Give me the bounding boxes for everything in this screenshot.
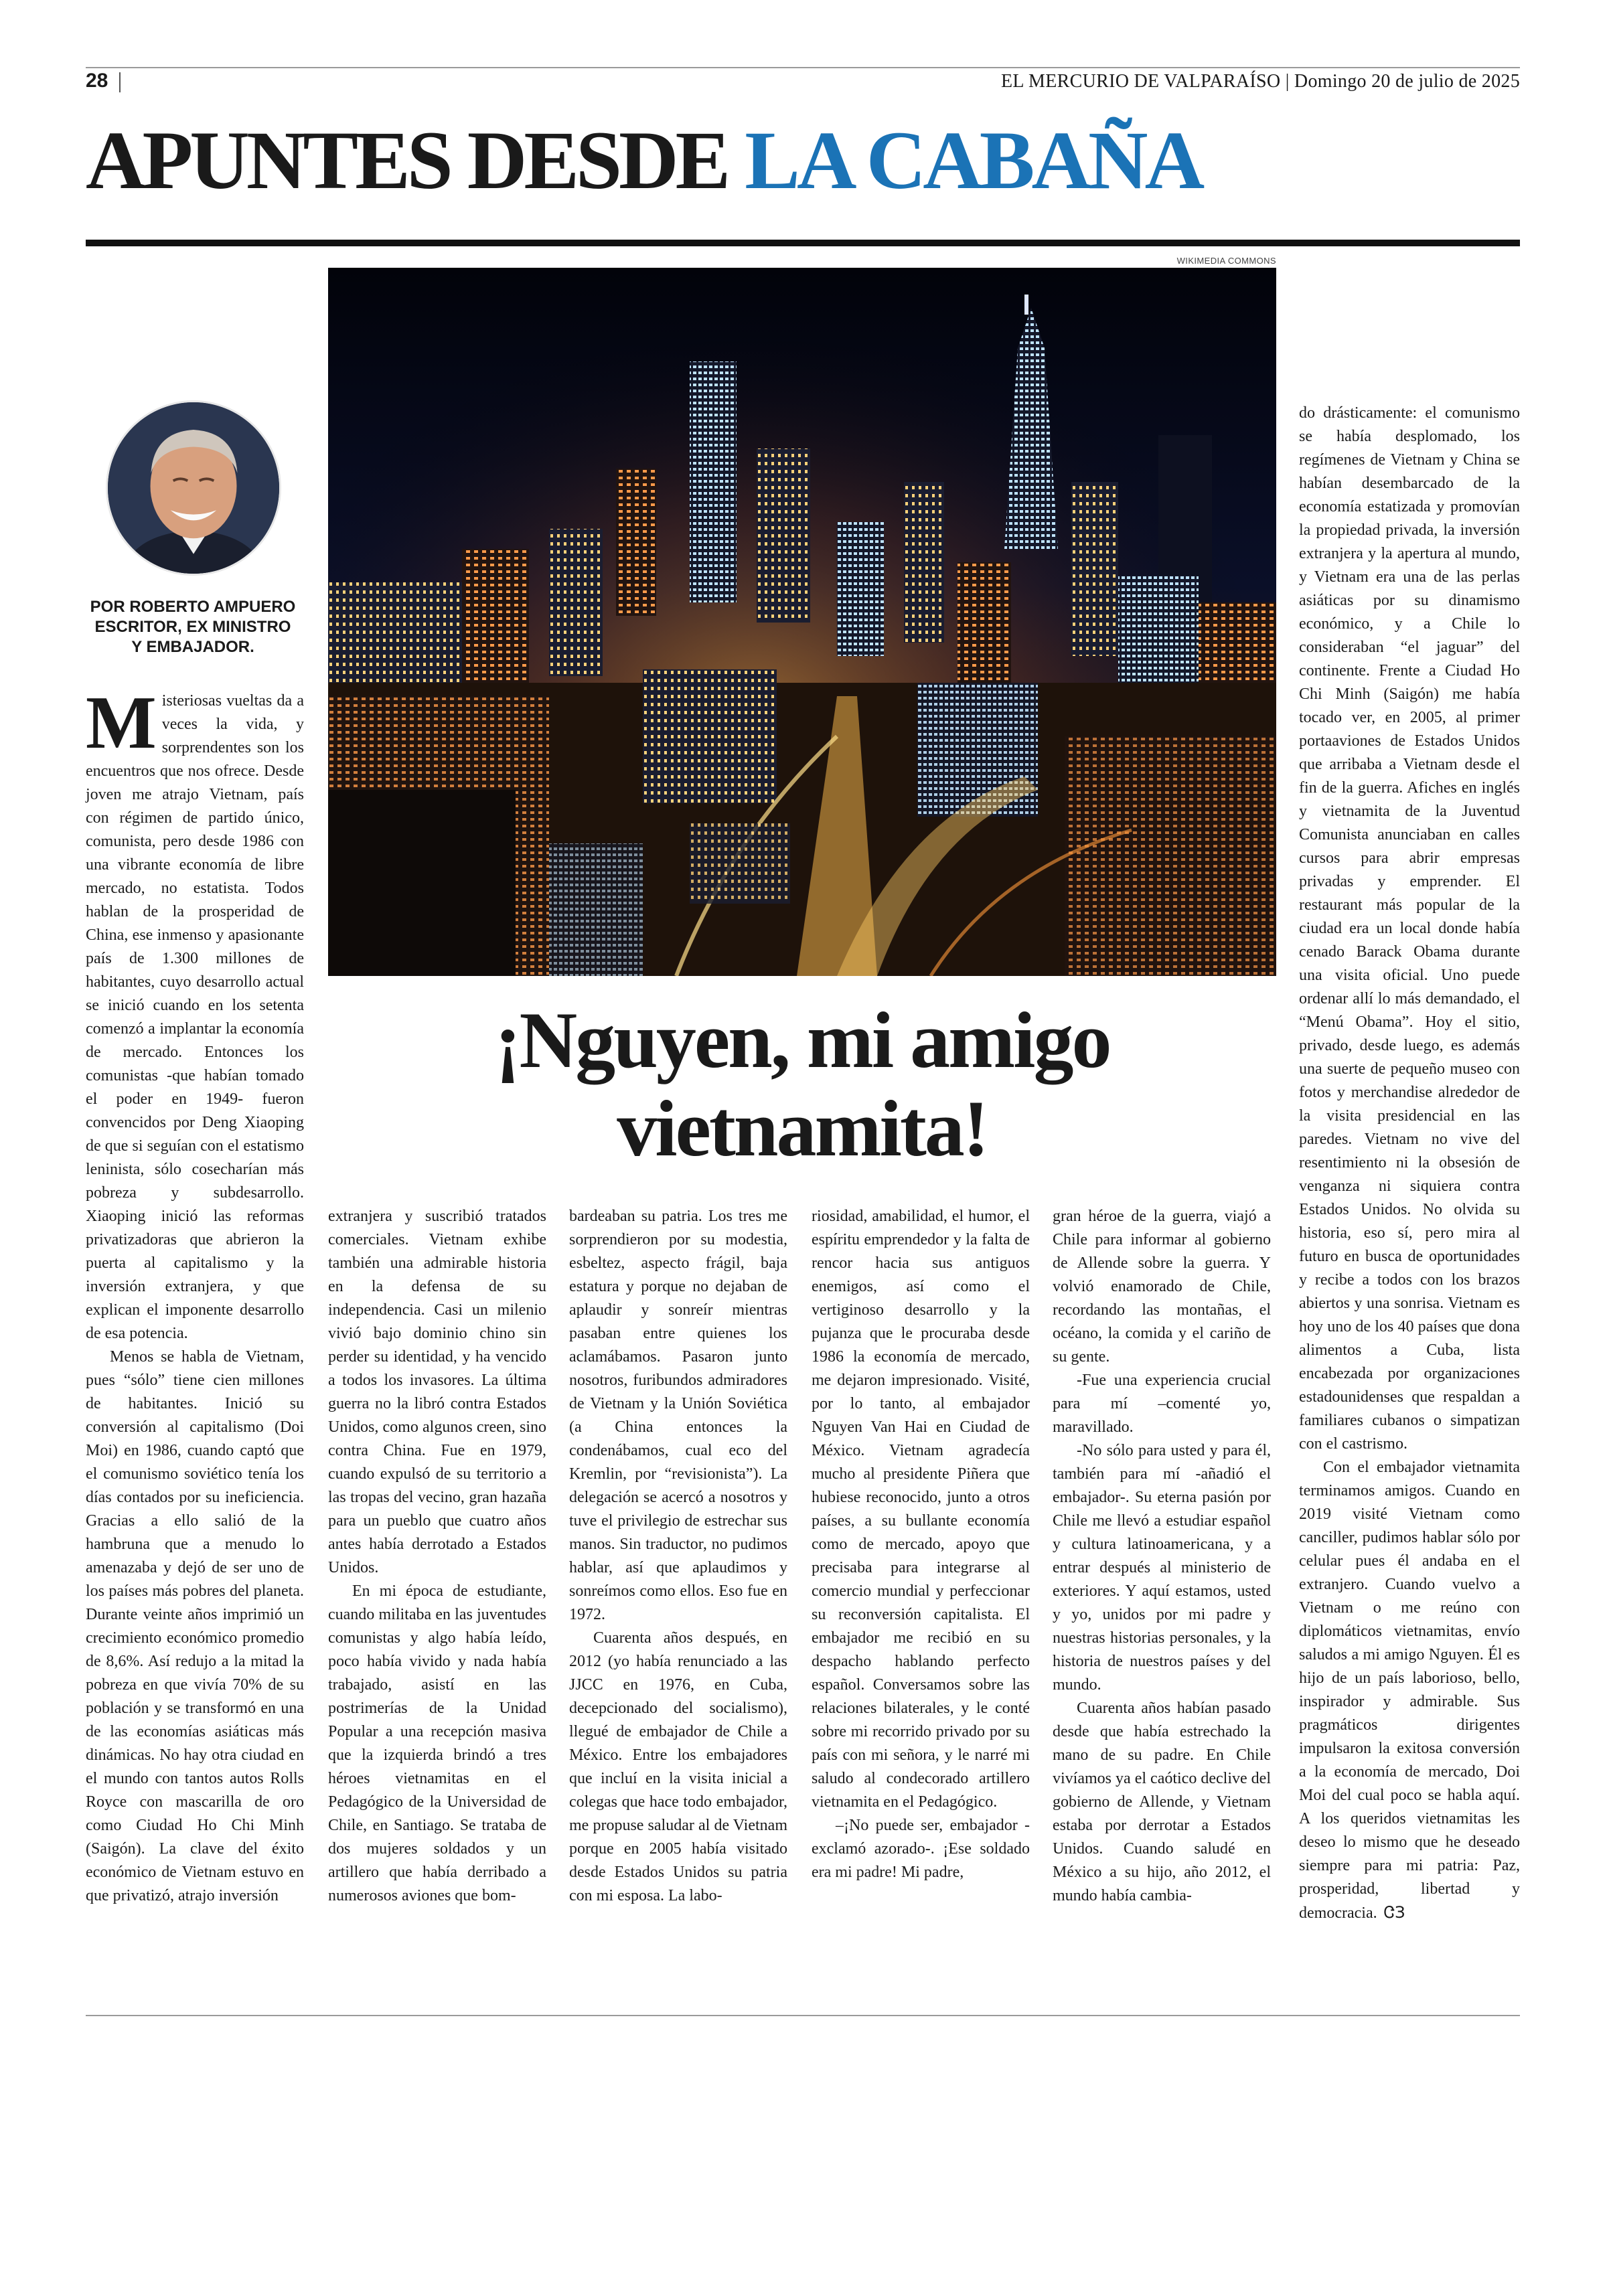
article-column-6	[1299, 402, 1520, 1925]
author-portrait-illustration	[108, 402, 279, 574]
title-rule	[86, 240, 1520, 246]
article-column-5	[1053, 1205, 1271, 1908]
article-paragraph: En mi época de estudiante, cuando militaba en las juventudes comunistas y algo había leído, poco había vivido y nada había trabajado, asistí en las postrimerías de la Unidad Popular a una recepción masiva que la izquierda brindó a tres héroes vietnamitas en el Pedagógico de la Universidad de Chile, en Santiago. Se trataba de dos mujeres soldados y un artillero que había derribado a numerosos aviones que bom-	[328, 1582, 546, 1904]
paragraph-text: Con el embajador vietnamita terminamos amigos. Cuando en 2019 visité Vietnam como canciller, pudimos hablar sólo por celular pues él andaba en el extranjero. Cuando vuelvo a Vietnam o me reúno con diplomáticos vietnamitas, envío saludos a mi amigo Nguyen. Él es hijo de un país laborioso, bello, inspirador y admirable. Sus pragmáticos dirigentes impulsaron la exitosa conversión a la economía de mercado, Doi Moi del cual poco se habla aquí. A los queridos vietnamitas les deseo lo mismo que he deseado siempre para mi patria: Paz, prosperidad, libertad y democracia.	[1299, 1459, 1520, 1922]
end-mark-icon: ᏣЗ	[1383, 1903, 1405, 1922]
section-title	[86, 114, 1202, 206]
byline-line: Y EMBAJADOR.	[131, 638, 254, 656]
article-paragraph: –¡No puede ser, embajador -exclamó azorado-. ¡Ese soldado era mi padre! Mi padre,	[812, 1817, 1030, 1881]
article-paragraph: bardeaban su patria. Los tres me sorprendieron por su modestia, esbeltez, aspecto frágil, baja estatura y porque no dejaban de aplaudir y sonreír mientras pasaban entre quienes los aclamábamos. Pasaron junto nosotros, furibundos admiradores de Vietnam y la Unión Soviética (a China entonces la condenábamos, cual eco del Kremlin, por “revisionista”). La delegación se acercó a nosotros y tuve el privilegio de estrechar sus manos. Sin traductor, no pudimos hablar, así que aplaudimos y sonreímos como ellos. Eso fue en 1972.	[569, 1208, 787, 1623]
article-paragraph	[1299, 1456, 1520, 1925]
page-number-separator	[119, 72, 121, 92]
author-byline	[86, 597, 300, 657]
author-avatar	[106, 400, 281, 576]
article-column-4	[812, 1205, 1030, 1884]
article-paragraph: Menos se habla de Vietnam, pues “sólo” tiene cien millones de habitantes. Inició su conversión al capitalismo (Doi Moi) en 1986, cuando captó que el comunismo soviético tenía los días contados por su ineficiencia. Gracias a ello salió de la hambruna que a menudo lo amenazaba y dejó de ser uno de los países más pobres del planeta. Durante veinte años imprimió un crecimiento económico promedio de 8,6%. Así redujo a la mitad la pobreza en que vivía 70% de su población y se transformó en una de las economías asiáticas más dinámicas. No hay otra ciudad en el mundo con tantos autos Rolls Royce con mascarilla de oro como Ciudad Ho Chi Minh (Saigón). La clave del éxito económico de Vietnam estuvo en que privatizó, atrajo inversión	[86, 1348, 304, 1904]
article-paragraph: do drásticamente: el comunismo se había desplomado, los regímenes de Vietnam y China se habían desembarcado de la economía estatizada y promovían la propiedad privada, la inversión extranjera y la apertura al mundo, y Vietnam era una de las perlas asiáticas por su dinamismo económico, y a Chile lo consideraban “el jaguar” del continente. Frente a Ciudad Ho Chi Minh (Saigón) me había tocado ver, en 2005, al primer portaaviones de Estados Unidos que arribaba a Vietnam desde el fin de la guerra. Afiches en inglés y vietnamita de la Juventud Comunista anunciaban en calles cursos para abrir empresas privadas y emprender. El restaurant más popular de la ciudad era un local donde había cenado Barack Obama durante una visita oficial. Uno puede ordenar allí lo más demandado, el “Menú Obama”. Hoy el sitio, privado, desde luego, es además una suerte de pequeño museo con fotos y merchandise alrededor de la visita presidencial en las paredes. Vietnam no vive del resentimiento ni la obsesión de venganza ni siquiera contra Estados Unidos. No olvida su historia, eso sí, pero mira al futuro en busca de oportunidades y recibe a todos con los brazos abiertos y una sonrisa. Vietnam es hoy uno de los 40 países que dona alimentos a Cuba, lista encabezada por organizaciones estadounidenses que respaldan a familiares cubanos o simpatizan con el castrismo.	[1299, 404, 1520, 1453]
article-column-1	[86, 681, 304, 1904]
dropcap: M	[86, 681, 157, 764]
headline-line2: vietnamita!	[617, 1084, 988, 1173]
page-number: 28	[86, 70, 108, 92]
masthead-line: EL MERCURIO DE VALPARAÍSO | Domingo 20 de julio de 2025	[1000, 71, 1520, 92]
article-paragraph	[86, 681, 304, 1345]
article-paragraph: Cuarenta años habían pasado desde que había estrechado la mano de su padre. En Chile vivíamos ya el caótico declive del gobierno de Allende, y Vietnam estaba por derrotar a Estados Unidos. Cuando saludé en México a su hijo, año 2012, el mundo había cambia-	[1053, 1700, 1271, 1904]
bottom-rule	[86, 2015, 1520, 2016]
city-night-photo	[328, 268, 1276, 976]
headline	[328, 996, 1276, 1173]
article-paragraph: gran héroe de la guerra, viajó a Chile para informar al gobierno de Allende sobre la guerra. Y volvió enamorado de Chile, recordando las montañas, el océano, la comida y el cariño de su gente.	[1053, 1208, 1271, 1366]
article-paragraph: riosidad, amabilidad, el humor, el espíritu emprendedor y la falta de rencor hacia sus antiguos enemigos, así como el vertiginoso desarrollo y la pujanza que le procuraba desde 1986 la economía de mercado, me dejaron impresionado. Visité, por lo tanto, al embajador Nguyen Van Hai en Ciudad de México. Vietnam agradecía mucho al presidente Piñera que hubiese reconocido, junto a otros países, a su bullante economía como de mercado, apoyo que precisaba para integrarse al comercio mundial y perfeccionar su reconversión capitalista. El embajador me recibió en su despacho hablando perfecto español. Conversamos sobre las relaciones bilaterales, y le conté sobre mi recorrido privado por su país con mi señora, y le narré mi saludo al condecorado artillero vietnamita en el Pedagógico.	[812, 1208, 1030, 1811]
article-column-2	[328, 1205, 546, 1908]
article-paragraph: extranjera y suscribió tratados comerciales. Vietnam exhibe también una admirable historia en la defensa de su independencia. Casi un milenio vivió bajo dominio chino sin perder su identidad, y ha vencido a todos los invasores. La última guerra no la libró contra Estados Unidos, como algunos creen, sino contra China. Fue en 1979, cuando expulsó de su territorio a las tropas del vecino, gran hazaña para un pueblo que cuatro años antes había derrotado a Estados Unidos.	[328, 1208, 546, 1576]
section-title-part2: LA CABAÑA	[745, 114, 1202, 206]
top-rule	[86, 67, 1520, 68]
photo-credit: WIKIMEDIA COMMONS	[1176, 256, 1276, 266]
byline-line: ESCRITOR, EX MINISTRO	[94, 618, 291, 636]
article-paragraph: -Fue una experiencia crucial para mí –comenté yo, maravillado.	[1053, 1372, 1271, 1436]
section-title-part1: APUNTES DESDE	[86, 114, 745, 206]
paragraph-text: isteriosas vueltas da a veces la vida, y sorprendentes son los encuentros que nos ofrece. Desde joven me atrajo Vietnam, país con régimen de partido único, comunista, pero desde 1986 con una vibrante economía de libre mercado, no estatista. Todos hablan de la prosperidad de China, ese inmenso y apasionante país de 1.300 millones de habitantes, cuyo desarrollo actual se inició cuando en los setenta comenzó a implantar la economía de mercado. Entonces los comunistas -que habían tomado el poder en 1949- fueron convencidos por Deng Xiaoping de que si seguían con el estatismo leninista, sólo cosecharían más pobreza y subdesarrollo. Xiaoping inició las reformas privatizadoras que abrieron la puerta al capitalismo y la inversión extranjera, y que explican el imponente desarrollo de esa potencia.	[86, 692, 304, 1342]
article-column-3	[569, 1205, 787, 1908]
article-paragraph: Cuarenta años después, en 2012 (yo había renunciado a las JJCC en 1976, en Cuba, decepcionado del socialismo), llegué de embajador de Chile a México. Entre los embajadores que incluí en la visita inicial a colegas que hace todo embajador, me propuse saludar al de Vietnam porque en 2005 había visitado desde Estados Unidos su patria con mi esposa. La labo-	[569, 1629, 787, 1904]
city-night-illustration	[328, 268, 1276, 976]
byline-line: POR ROBERTO AMPUERO	[90, 598, 296, 616]
article-paragraph: -No sólo para usted y para él, también para mí -añadió el embajador-. Su eterna pasión por Chile me llevó a estudiar español y cultura latinoamericana, y a entrar después al ministerio de exteriores. Y aquí estamos, usted y yo, unidos por mi padre y nuestras historias personales, y la historia de nuestros países y del mundo.	[1053, 1442, 1271, 1694]
headline-line1: ¡Nguyen, mi amigo	[494, 995, 1110, 1084]
